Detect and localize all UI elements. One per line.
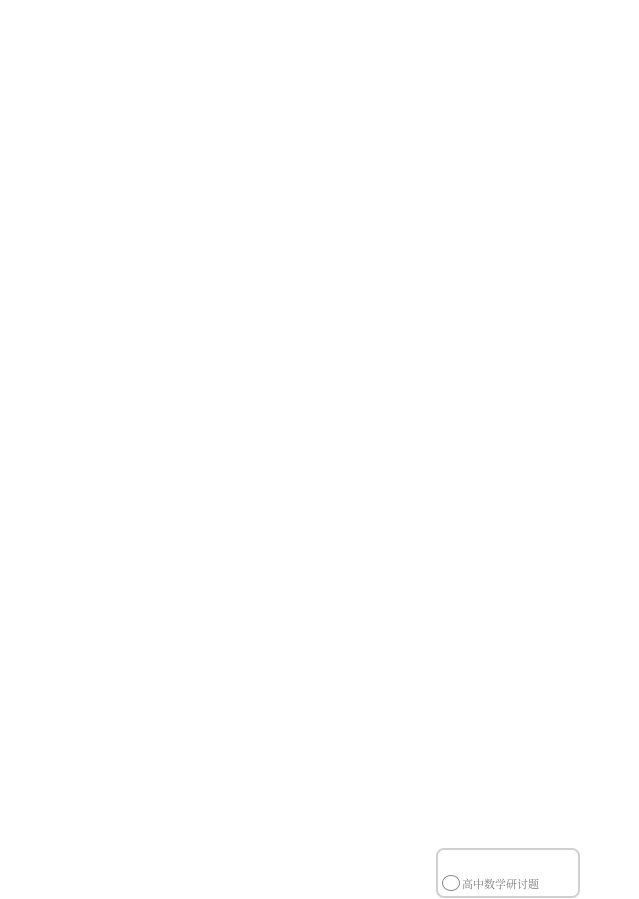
watermark (436, 848, 636, 896)
wechat-icon (442, 875, 460, 891)
watermark-text: 高中数学研讨题 (462, 878, 539, 891)
